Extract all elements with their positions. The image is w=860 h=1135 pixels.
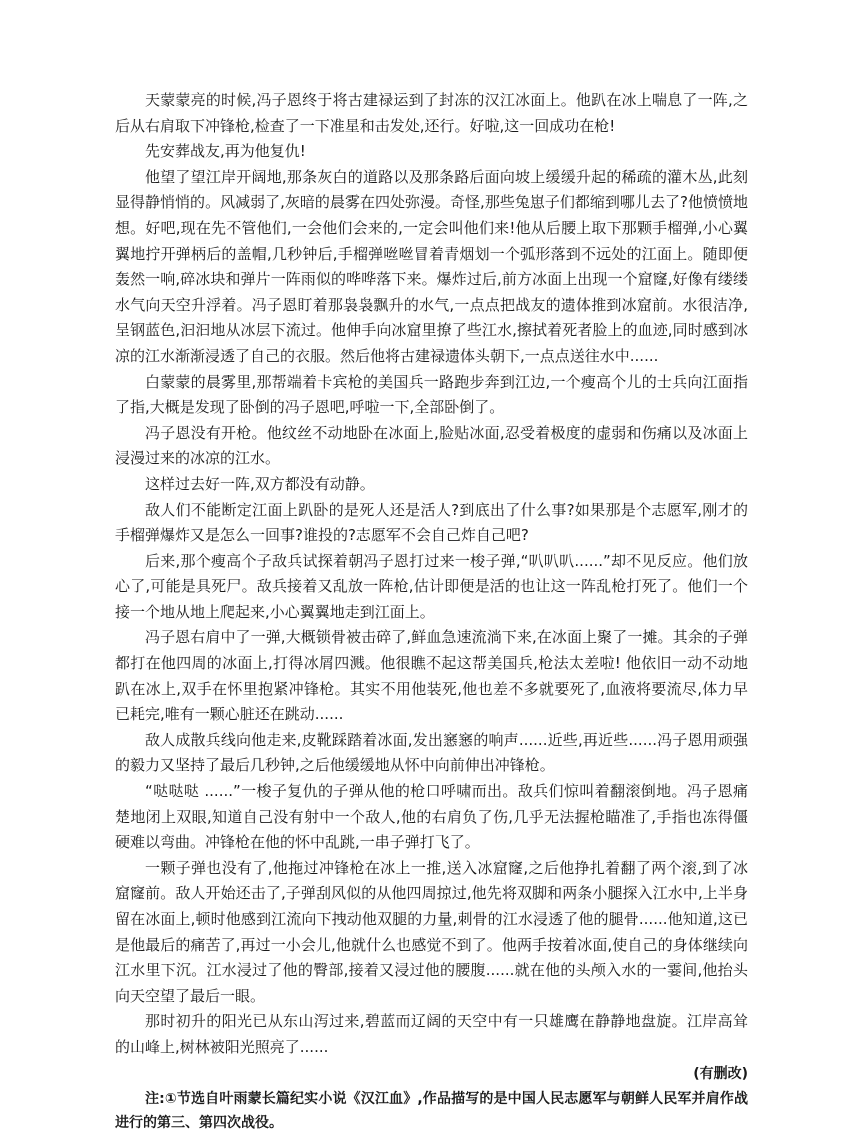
paragraph-5: 冯子恩没有开枪。他纹丝不动地卧在冰面上,脸贴冰面,忍受着极度的虚弱和伤痛以及冰面上浸漫过来的冰凉的江水。 [115, 423, 748, 468]
paragraph-8: 后来,那个瘦高个子敌兵试探着朝冯子恩打过来一梭子弹,“叭叭叭......”却不见反应。他们放心了,可能是具死尸。敌兵接着又乱放一阵枪,估计即便是活的也让这一阵乱枪打死了。他们一个接一个地从地上爬起来,小心翼翼地走到江面上。 [115, 551, 748, 621]
source-note: (有删改) [693, 1065, 748, 1082]
paragraph-12: 一颗子弹也没有了,他拖过冲锋枪在冰上一推,送入冰窟窿,之后他挣扎着翻了两个滚,到了冰窟窿前。敌人开始还击了,子弹刮风似的从他四周掠过,他先将双脚和两条小腿探入江水中,上半身留在冰面上,顿时他感到江流向下拽动他双腿的力量,刺骨的江水浸透了他的腿骨......他知道,这已是他最后的痛苦了,再过一小会儿,他就什么也感觉不到了。他两手按着冰面,使自己的身体继续向江水里下沉。江水浸过了他的臀部,接着又浸过他的腰腹......就在他的头颅入水的一霎间,他抬头向天空望了最后一眼。 [115, 858, 748, 1005]
paragraph-9: 冯子恩右肩中了一弹,大概锁骨被击碎了,鲜血急速流淌下来,在冰面上聚了一摊。其余的子弹都打在他四周的冰面上,打得冰屑四溅。他很瞧不起这帮美国兵,枪法太差啦! 他依旧一动不动地趴在冰上,双手在怀里抱紧冲锋枪。其实不用他装死,他也差不多就要死了,血液将要流尽,体力早已耗完,唯有一颗心脏还在跳动...... [115, 628, 748, 724]
paragraph-1: 天蒙蒙亮的时候,冯子恩终于将古建禄运到了封冻的汉江冰面上。他趴在冰上喘息了一阵,之后从右肩取下冲锋枪,检查了一下准星和击发处,还行。好啦,这一回成功在枪! [115, 91, 748, 135]
paragraph-6: 这样过去好一阵,双方都没有动静。 [145, 474, 375, 493]
paragraph-11: “哒哒哒 ......”一梭子复仇的子弹从他的枪口呼啸而出。敌兵们惊叫着翻滚倒地。冯子恩痛楚地闭上双眼,知道自己没有射中一个敌人,他的右肩负了伤,几乎无法握枪瞄准了,手指也冻得僵硬难以弯曲。冲锋枪在他的怀中乱跳,一串子弹打飞了。 [115, 782, 748, 852]
paragraph-2: 先安葬战友,再为他复仇! [145, 142, 306, 161]
paragraph-3: 他望了望江岸开阔地,那条灰白的道路以及那条路后面向坡上缓缓升起的稀疏的灌木丛,此刻显得静悄悄的。风减弱了,灰暗的晨雾在四处弥漫。奇怪,那些兔崽子们都缩到哪儿去了?他愤愤地想。好吧,现在先不管他们,一会他们会来的,一定会叫他们来!他从后腰上取下那颗手榴弹,小心翼翼地拧开弹柄后的盖帽,几秒钟后,手榴弹咝咝冒着青烟划一个弧形落到不远处的江面上。随即便轰然一响,碎冰块和弹片一阵雨似的哗哗落下来。爆炸过后,前方冰面上出现一个窟窿,好像有缕缕水气向天空升浮着。冯子恩盯着那袅袅飘升的水气,一点点把战友的遗体推到冰窟前。水很洁净,呈钢蓝色,汩汩地从冰层下流过。他伸手向冰窟里撩了些江水,擦拭着死者脸上的血迹,同时感到冰凉的江水渐渐浸透了自己的衣服。然后他将古建禄遗体头朝下,一点点送往水中...... [115, 167, 748, 365]
document-page [115, 88, 748, 1135]
paragraph-10: 敌人成散兵线向他走来,皮靴踩踏着冰面,发出窸窸的响声......近些,再近些......冯子恩用顽强的毅力又坚持了最后几秒钟,之后他缓缓地从怀中向前伸出冲锋枪。 [115, 730, 748, 775]
paragraph-13: 那时初升的阳光已从东山泻过来,碧蓝而辽阔的天空中有一只雄鹰在静静地盘旋。江岸高耸的山峰上,树林被阳光照亮了...... [115, 1012, 748, 1056]
footnote: 注:①节选自叶雨蒙长篇纪实小说《汉江血》,作品描写的是中国人民志愿军与朝鲜人民军并肩作战进行的第三、第四次战役。 [115, 1090, 748, 1131]
paragraph-7: 敌人们不能断定江面上趴卧的是死人还是活人?到底出了什么事?如果那是个志愿军,刚才的手榴弹爆炸又是怎么一回事?谁投的?志愿军不会自己炸自己吧? [115, 500, 748, 545]
paragraph-4: 白蒙蒙的晨雾里,那帮端着卡宾枪的美国兵一路跑步奔到江边,一个瘦高个儿的士兵向江面指了指,大概是发现了卧倒的冯子恩吧,呼啦一下,全部卧倒了。 [115, 372, 748, 417]
